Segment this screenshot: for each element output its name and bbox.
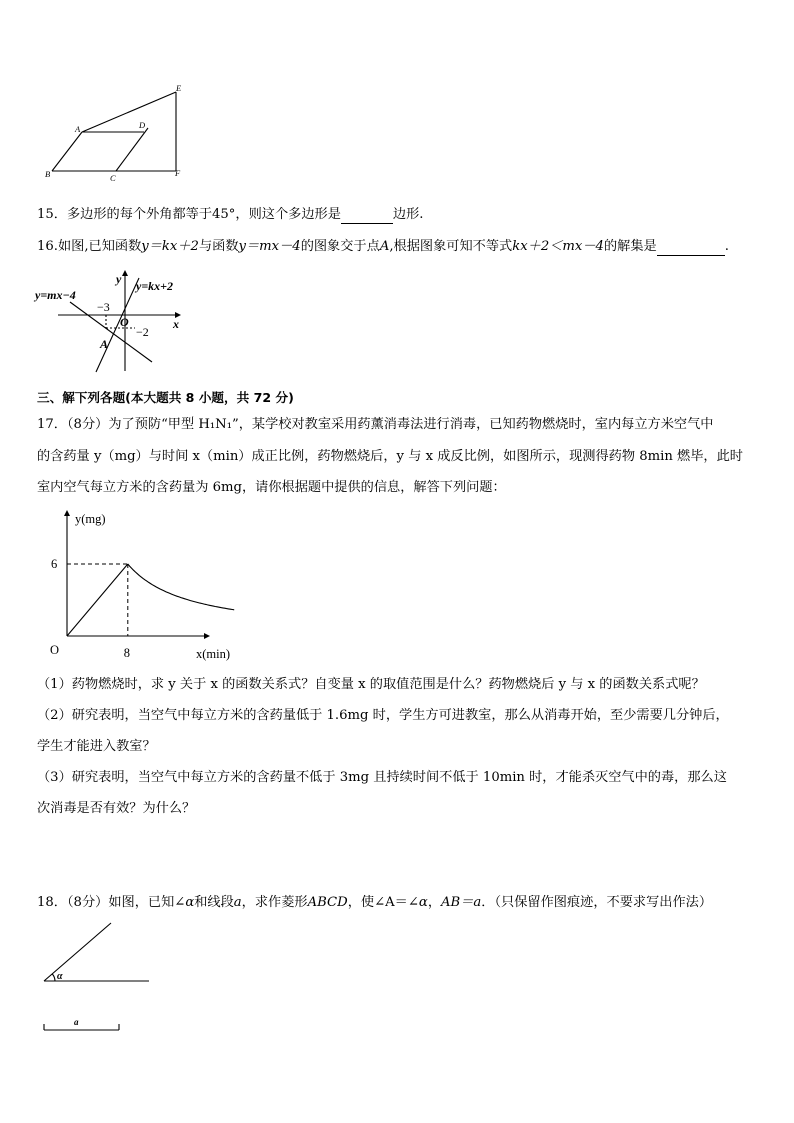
q16-answer-blank[interactable] (657, 241, 725, 256)
label-point-a: A (100, 337, 109, 351)
q16-text-4: ,根据图象可知不等式 (389, 239, 513, 254)
label-d: D (139, 120, 146, 130)
angle-arc (52, 974, 55, 981)
label-y-kx-2: y=kx+2 (136, 279, 174, 293)
chart-origin: O (50, 643, 60, 657)
question-15 (37, 206, 423, 224)
figure-q17-chart (42, 508, 272, 666)
line-kx-plus-2 (96, 278, 139, 372)
seg-ae (82, 92, 176, 132)
label-a: A (75, 124, 81, 134)
chart-y-tick-6: 6 (51, 557, 58, 571)
q18-segment: a (233, 895, 242, 910)
q16-text-3: 的图象交于点 (300, 239, 380, 254)
q15-tail: 边形. (392, 207, 424, 222)
q16-inequality: kx＋2＜mx－4 (512, 239, 604, 254)
angle-ray-oblique (44, 923, 111, 981)
chart-x-arrow-icon (204, 633, 210, 639)
figure-q16 (30, 268, 200, 380)
q18-alpha: α (185, 895, 195, 910)
label-c: C (110, 173, 116, 183)
q18-text-4: ，使∠A＝∠ (347, 895, 419, 910)
label-e: E (176, 83, 182, 93)
chart-x-label: x(min) (196, 647, 231, 661)
q15-text: 15．多边形的每个外角都等于45°，则这个多边形是 (37, 207, 341, 222)
q18-text-6: ．（只保留作图痕迹，不要求写出作法） (481, 895, 713, 910)
q17-line-2: 的含药量 y（mg）与时间 x（min）成正比例，药物燃烧后，y 与 x 成反比例，如图所示，现测得药物 8min 燃毕，此时 (37, 449, 743, 464)
q18-text-1: 18．（8分）如图，已知∠ (37, 895, 186, 910)
seg-ba (52, 132, 82, 171)
chart-series-burning (67, 564, 128, 636)
q15-answer-blank[interactable] (341, 209, 393, 224)
q18-text-2: 和线段 (194, 895, 234, 910)
q16-point: A (379, 239, 390, 254)
chart-y-label: y(mg) (75, 512, 106, 526)
q17-sub-3b: 次消毒是否有效？为什么？ (37, 801, 196, 816)
label-minus-3: −3 (97, 300, 110, 314)
label-minus-2: −2 (136, 325, 149, 339)
q17-sub-3a: （3）研究表明，当空气中每立方米的含药量不低于 3mg 且持续时间不低于 10min 时，才能杀灭空气中的毒，那么这 (37, 770, 727, 785)
q16-eq-2: y＝mx－4 (238, 239, 301, 254)
label-origin: O (120, 315, 129, 329)
section-3-heading: 三、解下列各题(本大题共 8 小题，共 72 分) (37, 390, 294, 405)
q17-line-3: 室内空气每立方米的含药量为 6mg，请你根据题中提供的信息，解答下列问题： (37, 480, 506, 495)
angle-alpha-label: α (57, 971, 63, 982)
q17-sub-1: （1）药物燃烧时，求 y 关于 x 的函数关系式？自变量 x 的取值范围是什么？药物燃烧后 y 与 x 的函数关系式呢？ (37, 677, 705, 692)
q17-sub-2b: 学生才能进入教室？ (37, 739, 156, 754)
q16-eq-1: y＝kx＋2 (141, 239, 199, 254)
seg-ce (116, 128, 148, 171)
q16-text-5: 的解集是 (603, 239, 657, 254)
q17-sub-2a: （2）研究表明，当空气中每立方米的含药量低于 1.6mg 时，学生方可进教室，那么从消毒开始，至少需要几分钟后， (37, 708, 729, 723)
q18-alpha-2: α (418, 895, 428, 910)
question-16 (37, 238, 729, 256)
y-arrow-icon (122, 270, 128, 276)
label-y-mx-4: y=mx−4 (35, 288, 76, 302)
q18-shape: ABCD (307, 895, 348, 910)
chart-y-arrow-icon (64, 510, 70, 516)
label-x-axis: x (173, 317, 179, 331)
segment-a-label: a (74, 1017, 79, 1027)
q17-line-1: 17．（8分）为了预防“甲型 H₁N₁”，某学校对教室采用药薰消毒法进行消毒，已知药物燃烧时，室内每立方米空气中 (37, 417, 714, 432)
q16-text-2: 与函数 (198, 239, 239, 254)
label-b: B (45, 169, 51, 179)
q16-text-1: 16.如图,已知函数 (37, 239, 142, 254)
figure-q14 (36, 80, 196, 185)
label-y-axis: y (116, 272, 122, 286)
chart-series-after (128, 564, 234, 610)
q18-text-3: ，求作菱形 (241, 895, 308, 910)
q18-ab: AB＝a (441, 895, 482, 910)
chart-x-tick-8: 8 (123, 646, 131, 660)
question-18 (37, 894, 712, 912)
figure-q18 (36, 918, 166, 1038)
q18-text-5: ， (427, 895, 441, 910)
q16-tail: . (724, 239, 729, 254)
label-f: F (175, 168, 181, 178)
